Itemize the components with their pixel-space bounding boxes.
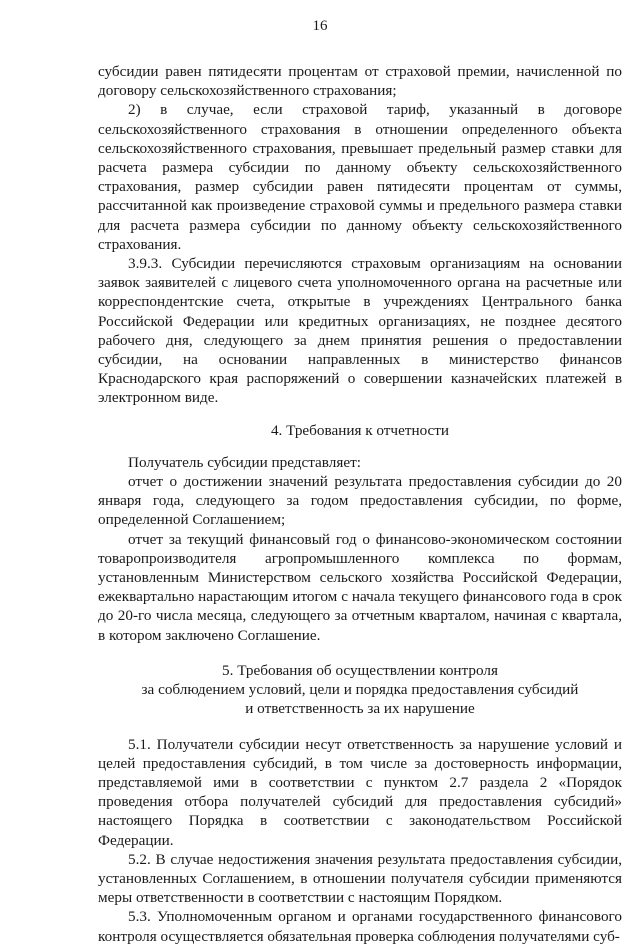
paragraph: 2) в случае, если страховой тариф, указанный в договоре сельскохозяйственного страхования в отношении определенного объекта сельскохозяйственного страхования, превышает предельный размер ставки для расчета размера субсидии по данному объекту сельскохозяйственного страхования, размер субсидии равен пятидесяти процентам от суммы, рассчитанной как произведение страховой суммы и предельного размера ставки для расчета размера субсидии по данному объекту сельскохозяйственного страхования. — [98, 101, 622, 253]
section-heading-line: 5. Требования об осуществлении контроля — [222, 661, 498, 679]
document-body — [98, 62, 622, 946]
section-heading-line: и ответственность за их нарушение — [245, 700, 475, 718]
paragraph: субсидии равен пятидесяти процентам от страховой премии, начисленной по договору сельскохозяйственного страхования; — [98, 63, 622, 100]
page-number: 16 — [312, 18, 328, 34]
section-heading-5 — [98, 661, 622, 719]
paragraph: 5.2. В случае недостижения значения результата предоставления субсидии, установленных Соглашением, в отношении получателя субсидии применяются меры ответственности в соответствии с настоящим Порядком. — [98, 850, 622, 907]
section-heading-line: за соблюдением условий, цели и порядка предоставления субсидий — [141, 681, 579, 699]
paragraph: 3.9.3. Субсидии перечисляются страховым организациям на основании заявок заявителей с лицевого счета уполномоченного органа на расчетные или корреспондентские счета, открытые в учреждениях Центрального банка Российской Федерации или кредитных организациях, не позднее десятого рабочего дня, следующего за днем принятия решения о предоставлении субсидии, на основании направленных в министерство финансов Краснодарского края распоряжений о совершении казначейских платежей в электронном виде. — [98, 255, 622, 407]
paragraph: 5.3. Уполномоченным органом и органами государственного финансового контроля осуществляется обязательная проверка соблюдения получателями суб- — [98, 908, 622, 945]
paragraph: Получатель субсидии представляет: — [128, 453, 361, 471]
section-heading-4: 4. Требования к отчетности — [270, 421, 450, 439]
paragraph: 5.1. Получатели субсидии несут ответственность за нарушение условий и целей предоставления субсидий, в том числе за достоверность информации, представляемой ими в соответствии с пунктом 2.7 раздела 2 «Порядок проведения отбора получателей субсидий для предоставления субсидий» настоящего Порядка в соответствии с законодательством Российской Федерации. — [98, 735, 622, 849]
paragraph: отчет о достижении значений результата предоставления субсидии до 20 января года, следующего за годом предоставления субсидии, по форме, определенной Соглашением; — [98, 473, 622, 529]
paragraph: отчет за текущий финансовый год о финансово-экономическом состоянии товаропроизводителя агропромышленного комплекса по формам, установленным Министерством сельского хозяйства Российской Федерации, ежеквартально нарастающим итогом с начала текущего финансового года в срок до 20-го числа месяца, следующего за отчетным кварталом, начиная с квартала, в котором заключено Соглашение. — [98, 530, 622, 644]
